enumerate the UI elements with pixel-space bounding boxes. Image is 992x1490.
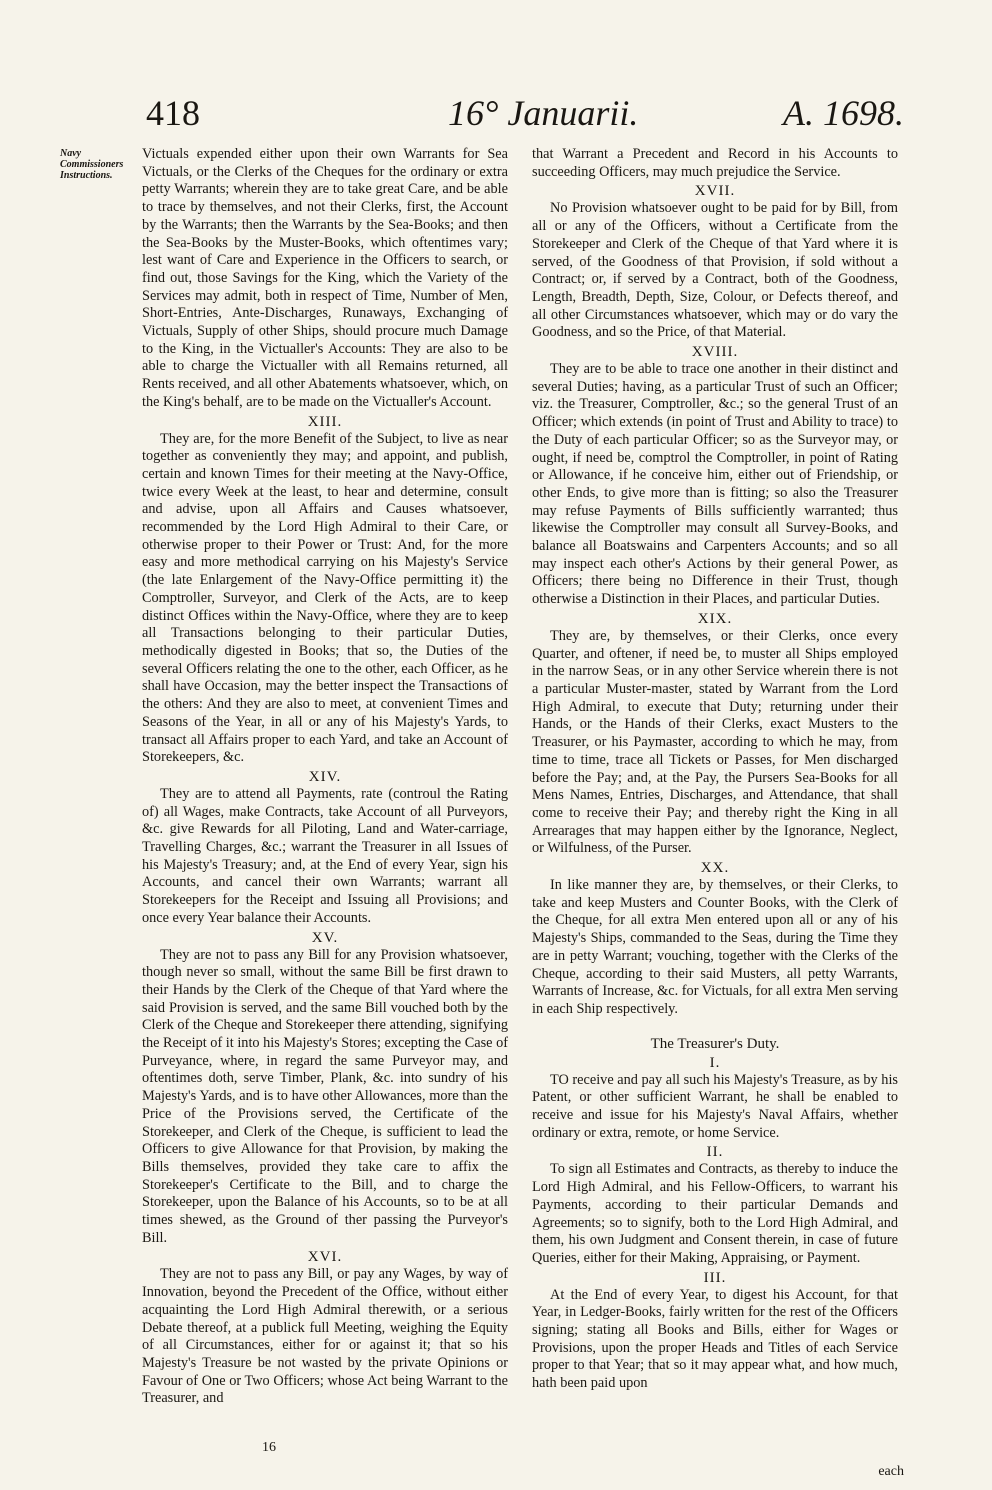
right-intro-paragraph: that Warrant a Precedent and Record in his Accounts to succeeding Officers, may much prejudice the Service. xyxy=(532,146,898,180)
section-numeral-xvi: XVI. xyxy=(307,1249,343,1266)
section-text-xix: They are, by themselves, or their Clerks, once every Quarter, and oftener, if need be, to muster all Ships employed in the narrow Seas, or in any other Service wherein there is not a particular Muster-master, stated by Warrant from the Lord High Admiral, to execute that Duty; returning under their Hands, or the Hands of their Clerks, exact Musters to the Treasurer, or his Paymaster, according to which he may, from time to time, trace all Tickets or Passes, for Men discharged before the Pay; and, at the Pay, the Pursers Sea-Books for all Mens Names, Entries, Discharges, and Attendance, that shall come to receive their Pay; and thereby right the King in all Arrearages that may happen either by the Ignorance, Neglect, or Wilfulness, of the Purser. xyxy=(532,627,898,857)
section-text-xv: They are not to pass any Bill for any Provision whatsoever, though never so small, without the same Bill be first drawn to their Hands by the Clerk of the Cheque of that Yard where the said Provision is served, and the same Bill vouched both by the Clerk of the Cheque and Storekeeper there attending, signifying the Receipt of it into his Majesty's Stores; excepting the Case of Purveyance, where, in regard the same Purveyor may, and oftentimes doth, serve Timber, Plank, &c. into sundry of his Majesty's Yards, and is to have other Allowances, more than the Price of the Provisions served, the Certificate of the Storekeeper, and Clerk of the Cheque, is sufficient to lead the Officers to give Allowance for that Provision, by making the Bills themselves, provided they take care to affix the Storekeeper's Certificate to the Bill, and to charge the Storekeeper, upon the Balance of his Accounts, so to be at all times shewed, as the Ground of ther passing the Purveyor's Bill. xyxy=(142,946,508,1246)
header-year: A. 1698. xyxy=(783,93,904,133)
section-text-xiv: They are to attend all Payments, rate (controul the Rating of) all Wages, make Contracts, take Account of all Purveyors, &c. give Rewards for all Piloting, Land and Water-carriage, Travelling Charges, &c.; warrant the Treasurer in all Issues of his Majesty's Treasury; and, at the End of every Year, sign his Accounts, and cancel their own Warrants; warrant all Storekeepers for the Receipt and Issuing all Provisions; and once every Year balance their Accounts. xyxy=(142,785,508,926)
left-column xyxy=(142,146,508,1408)
treasurer-numeral-i: I. xyxy=(709,1054,721,1071)
section-numeral-xviii: XVIII. xyxy=(691,344,739,361)
right-column xyxy=(532,146,898,1393)
treasurer-text-ii: To sign all Estimates and Contracts, as thereby to induce the Lord High Admiral, and his Fellow-Officers, to warrant his Payments, according to their particular Demands and Agreements; so to signify, both to the Lord High Admiral, and them, his own Judgment and Consent therein, in case of future Queries, either for their Making, Appraising, or Payment. xyxy=(532,1161,898,1266)
section-numeral-xiii: XIII. xyxy=(307,413,343,430)
catchword: each xyxy=(878,1464,904,1479)
section-text-xvi: They are not to pass any Bill, or pay any Wages, by way of Innovation, beyond the Precedent of the Office, without either acquainting the Lord High Admiral therewith, or a serious Debate thereof, at a publick full Meeting, weighing the Equity of all Circumstances, either for or against it; that so his Majesty's Treasure be not wasted by the private Opinions or Favour of One or Two Officers; whose Act being Warrant to the Treasurer, and xyxy=(142,1266,508,1407)
treasurer-text-i: TO receive and pay all such his Majesty's Treasure, as by his Patent, or other sufficient Warrant, he shall be enabled to receive and issue for his Majesty's Naval Affairs, whether ordinary or extra, remote, or home Service. xyxy=(532,1071,898,1141)
running-header xyxy=(0,92,992,142)
section-numeral-xiv: XIV. xyxy=(308,768,342,785)
header-date: 16° Januarii. xyxy=(448,93,639,133)
treasurer-duty-heading: The Treasurer's Duty. xyxy=(650,1035,780,1052)
treasurer-numeral-iii: III. xyxy=(703,1269,727,1286)
section-text-xvii: No Provision whatsoever ought to be paid for by Bill, from all or any of the Officers, without a Certificate from the Storekeeper and Clerk of the Cheque of that Yard where it is served, of the Goodness of that Provision, if sold without a Contract; or, if served by a Contract, both of the Goodness, Length, Breadth, Depth, Size, Colour, or Defects thereof, and all other Circumstances whatsoever, which may or do vary the Goodness, and so the Price, of that Material. xyxy=(532,200,898,341)
margin-note: Navy Commissioners Instructions. xyxy=(60,148,124,181)
section-text-xviii: They are to be able to trace one another in their distinct and several Duties; having, as a particular Trust of such an Officer; viz. the Treasurer, Comptroller, &c.; so the general Trust of an Officer; which extends (in point of Trust and Ability to trace) to the Duty of each particular Officer; so as the Surveyor may, or ought, if need be, comptrol the Comptroller, in point of Rating or Allowance, if he conceive him, either out of Friendship, or other Ends, to give more than is fitting; so also the Treasurer may refuse Payments of Bills sufficiently warranted; thus likewise the Comptroller may consult all Survey-Books, and balance all Boatswains and Carpenters Accounts; and so all may inspect each other's Actions by their general Power, as Officers; there being no Difference in their Trust, though otherwise a Distinction in their Places, and particular Duties. xyxy=(532,361,898,608)
section-numeral-xvii: XVII. xyxy=(694,183,736,200)
section-numeral-xix: XIX. xyxy=(697,610,733,627)
section-text-xiii: They are, for the more Benefit of the Subject, to live as near together as conveniently they may; and appoint, and publish, certain and known Times for their meeting at the Navy-Office, twice every Week at the least, to hear and determine, consult and advise, upon all Affairs and Causes whatsoever, recommended by the Lord High Admiral to their Care, or otherwise proper to their Power or Trust: And, for the more easy and more methodical carrying on his Majesty's Service (the late Enlargement of the Navy-Office permitting it) the Comptroller, Surveyor, and Clerk of the Acts, are to keep distinct Offices within the Navy-Office, where they are to keep all Transactions belonging to their particular Duties, methodically digested in Books; that so, the Duties of the several Officers relating the one to the other, each Officer, as he shall have Occasion, may the better inspect the Transactions of the others: And they are also to meet, at convenient Times and Seasons of the Year, in all or any of his Majesty's Yards, to transact all Affairs proper to each Yard, and take an Account of Storekeepers, &c. xyxy=(142,430,508,766)
treasurer-text-iii: At the End of every Year, to digest his Account, for that Year, in Ledger-Books, fairly written for the rest of the Officers signing; stating all Books and Bills, either for Wages or Provisions, upon the proper Heads and Titles of each Service proper to that Year; that so it may appear what, and how much, hath been paid upon xyxy=(532,1286,898,1392)
section-text-xx: In like manner they are, by themselves, or their Clerks, to take and keep Musters and Counter Books, with the Clerk of the Cheque, for all extra Men entered upon all or any of his Majesty's Ships, commanded to the Seas, during the Time they are in petty Warrant; vouching, together with the Clerks of the Cheque, according to their said Musters, all petty Warrants, Warrants of Increase, &c. for Victuals, for all extra Men serving in each Ship respectively. xyxy=(532,877,898,1017)
signature-mark: 16 xyxy=(262,1440,276,1455)
section-numeral-xx: XX. xyxy=(700,860,730,877)
treasurer-numeral-ii: II. xyxy=(706,1144,724,1161)
section-numeral-xv: XV. xyxy=(311,929,339,946)
left-intro-paragraph: Victuals expended either upon their own Warrants for Sea Victuals, or the Clerks of the Cheques for the ordinary or extra petty Warrants; wherein they are to take great Care, and be able to trace by themselves, and not their Clerks, first, the Account by the Warrants; then the Warrants by the Sea-Books; and then the Sea-Books by the Muster-Books, which oftentimes vary; lest want of Care and Experience in the Officers to search, or find out, those Savings for the King, which the Variety of the Services may admit, both in respect of Time, Number of Men, Short-Entries, Ante-Discharges, Runaways, Exchanging of Victuals, Supply of other Ships, should procure much Damage to the King, in the Victualler's Accounts: They are also to be able to charge the Victualler with all Remains returned, all Rents received, and all other Abatements whatsoever, which, on the King's behalf, are to be made on the Victualler's Account. xyxy=(142,146,508,410)
page-number: 418 xyxy=(146,93,200,133)
